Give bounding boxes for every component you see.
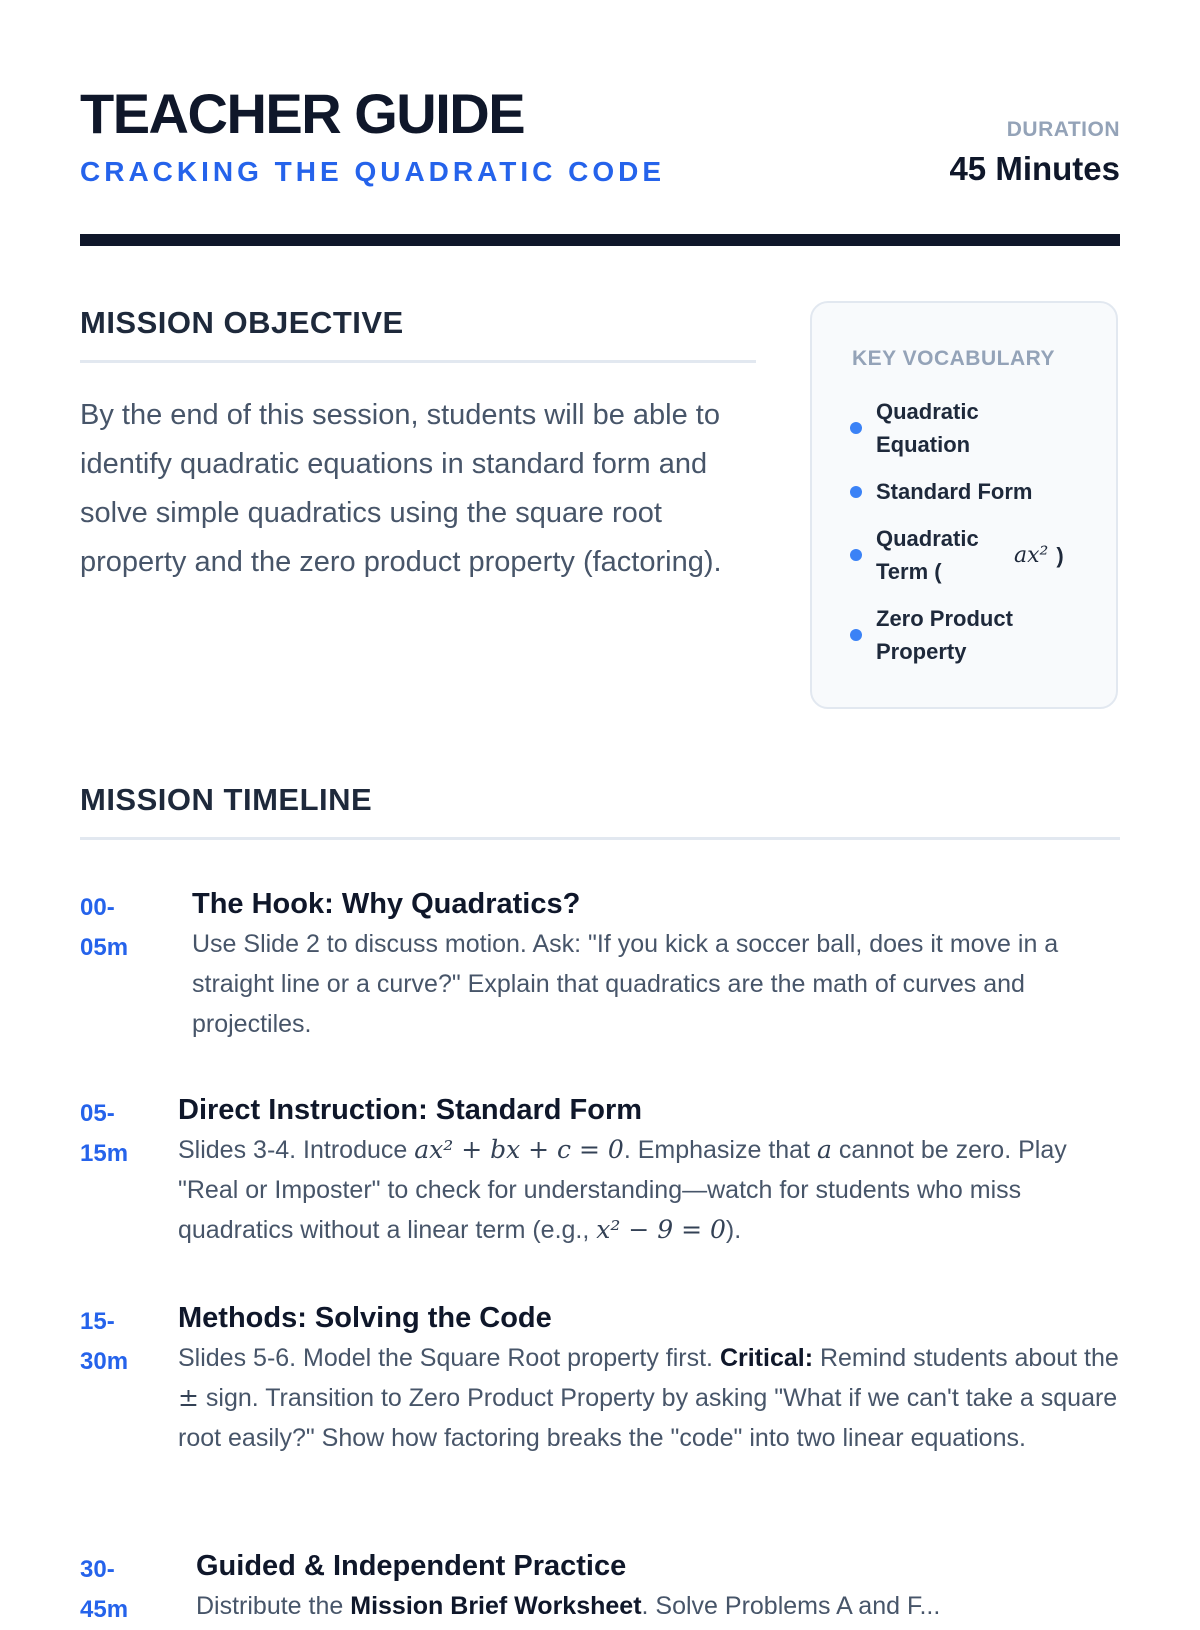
timeline-time-end: 30m [80,1348,129,1375]
timeline-item-desc [178,1338,1120,1458]
vocabulary-item [850,475,1090,508]
timeline-time-end: 05m [80,934,129,961]
desc-text: Remind students about the [813,1344,1119,1372]
desc-bold-text: Critical: [719,1344,814,1372]
vocabulary-item [850,602,1090,668]
desc-text: Slides 3-4. Introduce [178,1136,415,1164]
timeline-item-desc [196,1586,1120,1626]
timeline-item [192,884,1102,1044]
plus-minus-symbol: ± [178,1383,199,1412]
page-title: TEACHER GUIDE [80,82,525,145]
vocabulary-title: KEY VOCABULARY [852,347,1056,370]
timeline-time [80,1094,180,1174]
vocabulary-term-suffix: ) [1056,542,1064,568]
vocabulary-item [850,522,1090,588]
timeline-divider [80,837,1120,840]
timeline-item-title: Guided & Independent Practice [196,1550,627,1582]
timeline-time-start: 30- [80,1556,115,1583]
timeline-time-start: 05- [80,1100,115,1127]
timeline-time-start: 15- [80,1308,115,1335]
vocabulary-list [850,395,1090,682]
vocabulary-item [850,395,1090,461]
bullet-dot-icon [850,422,862,434]
objective-heading: MISSION OBJECTIVE [80,305,404,340]
math-expression: ax² + bx + c = 0 [414,1135,624,1164]
duration-label: DURATION [1006,118,1120,141]
objective-text: By the end of this session, students will be able to identify quadratic equations in standard form and solve simple quadratics using the square root property and the zero product property (factoring). [80,399,722,578]
timeline-item-title: The Hook: Why Quadratics? [192,888,581,920]
desc-bold-text: Mission Brief Worksheet [350,1592,642,1620]
timeline-item [178,1298,1120,1458]
vocabulary-term-text: Quadratic Term ( [876,526,979,584]
desc-text: . Solve Problems A and F... [641,1592,941,1620]
timeline-time [80,1550,180,1630]
header-divider [80,234,1120,246]
bullet-dot-icon [850,486,862,498]
timeline-item-title: Direct Instruction: Standard Form [178,1094,643,1126]
timeline-item [196,1546,1120,1626]
timeline-item [178,1090,1120,1250]
vocabulary-card [810,301,1118,709]
desc-text: Slides 5-6. Model the Square Root property first. [178,1344,720,1372]
desc-text: cannot be zero. Play "Real or Imposter" to check for understanding—watch for students who miss quadratics without a linear term (e.g., [178,1136,1067,1244]
vocabulary-term [876,522,1064,588]
timeline-time-end: 15m [80,1140,129,1167]
timeline-time [80,1302,180,1382]
desc-text: sign. Transition to Zero Product Property by asking "What if we can't take a square root easily?" Show how factoring breaks the "code" into two linear equations. [178,1384,1118,1452]
objective-divider [80,360,756,363]
bullet-dot-icon [850,549,862,561]
math-expression: a [816,1135,832,1164]
page-subtitle: CRACKING THE QUADRATIC CODE [80,156,666,187]
timeline-heading: MISSION TIMELINE [80,782,373,817]
desc-text: . Emphasize that [623,1136,817,1164]
timeline-time [80,888,180,968]
math-expression: x² − 9 = 0 [596,1215,726,1244]
vocabulary-term: Quadratic Equation [876,399,979,457]
duration-value: 45 Minutes [949,150,1120,187]
timeline-time-start: 00- [80,894,115,921]
timeline-time-end: 45m [80,1596,129,1623]
vocabulary-term: Standard Form [876,479,1033,504]
timeline-item-desc [178,1130,1120,1250]
vocabulary-term-math: ax² [1014,542,1049,568]
bullet-dot-icon [850,629,862,641]
timeline-item-title: Methods: Solving the Code [178,1302,552,1334]
timeline-item-desc: Use Slide 2 to discuss motion. Ask: "If you kick a soccer ball, does it move in a straight line or a curve?" Explain that quadratics are the math of curves and projectiles. [192,930,1059,1038]
vocabulary-term: Zero Product Property [876,606,1013,664]
desc-text: ). [725,1216,742,1244]
desc-text: Distribute the [196,1592,351,1620]
